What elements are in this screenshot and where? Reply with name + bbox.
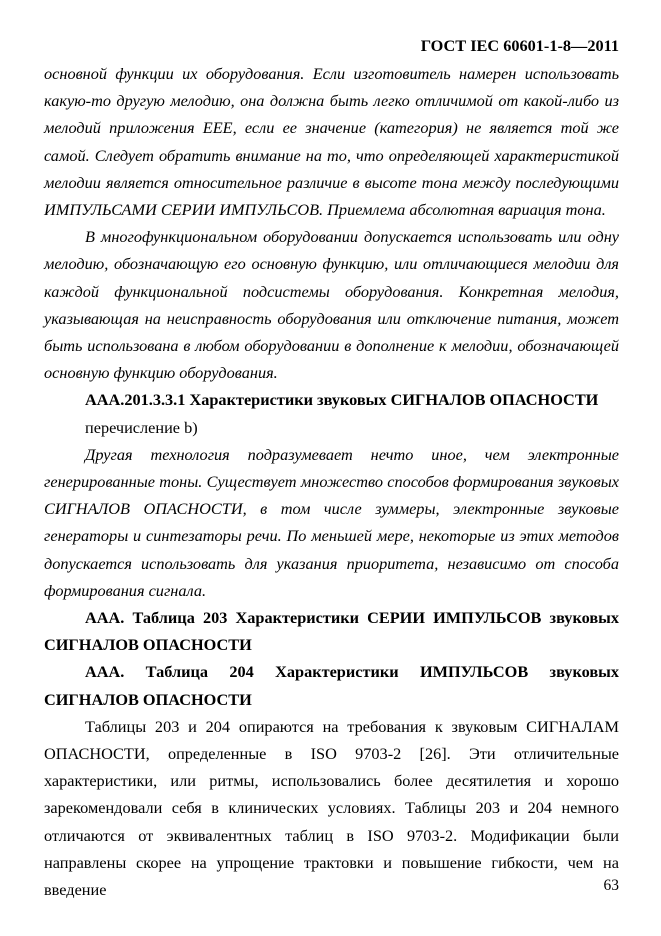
page-number: 63: [603, 877, 619, 894]
paragraph-melody-distinction: основной функции их оборудования. Если изготовитель намерен использовать какую-то другую мелодию, она должна быть легко отличимой от какой-либо из мелодий приложения ЕЕЕ, если ее значение (категория) не является той же самой. Следует обратить внимание на то, что определяющей характеристикой мелодии является относительное различие в высоте тона между последующими ИМПУЛЬСАМИ СЕРИИ ИМПУЛЬСОВ. Приемлема абсолютная вариация тона.: [44, 64, 619, 220]
running-header: [44, 37, 619, 56]
paragraph-enumeration-b: перечисление b): [85, 417, 198, 437]
page-body: [44, 60, 619, 903]
paragraph-tables-203-204: Таблицы 203 и 204 опираются на требования к звуковым СИГНАЛАМ ОПАСНОСТИ, определенные в ISO 9703-2 [26]. Эти отличительные характеристики, или ритмы, использовались более десятилетия и хорошо зарекомендовали себя в клинических условиях. Таблицы 203 и 204 немного отличаются от эквивалентных таблиц в ISO 9703-2. Модификации были направлены скорее на упрощение трактовки и повышение гибкости, чем на введение: [44, 716, 619, 900]
heading-aaa-201-3-3-1: ААА.201.3.3.1 Характеристики звуковых СИГНАЛОВ ОПАСНОСТИ: [85, 390, 599, 410]
standard-designation: ГОСТ IEC 60601-1-8—2011: [420, 36, 619, 55]
heading-table-203: ААА. Таблица 203 Характеристики СЕРИИ ИМПУЛЬСОВ звуковых СИГНАЛОВ ОПАСНОСТИ: [44, 608, 619, 655]
paragraph-other-technology: Другая технология подразумевает нечто иное, чем электронные генерированные тоны. Существует множество способов формирования звуковых СИГНАЛОВ ОПАСНОСТИ, в том числе зуммеры, электронные звуковые генераторы и синтезаторы речи. По меньшей мере, некоторые из этих методов допускается использовать для указания приоритета, независимо от способа формирования сигнала.: [44, 444, 619, 600]
page-footer: [44, 877, 619, 895]
paragraph-multifunction-equipment: В многофункциональном оборудовании допускается использовать или одну мелодию, обозначающую его основную функцию, или отличающиеся мелодии для каждой функциональной подсистемы оборудования. Конкретная мелодия, указывающая на неисправность оборудования или отключение питания, может быть использована в любом оборудовании в дополнение к мелодии, обозначающей основную функцию оборудования.: [44, 227, 619, 383]
heading-table-204: ААА. Таблица 204 Характеристики ИМПУЛЬСОВ звуковых СИГНАЛОВ ОПАСНОСТИ: [44, 662, 619, 709]
